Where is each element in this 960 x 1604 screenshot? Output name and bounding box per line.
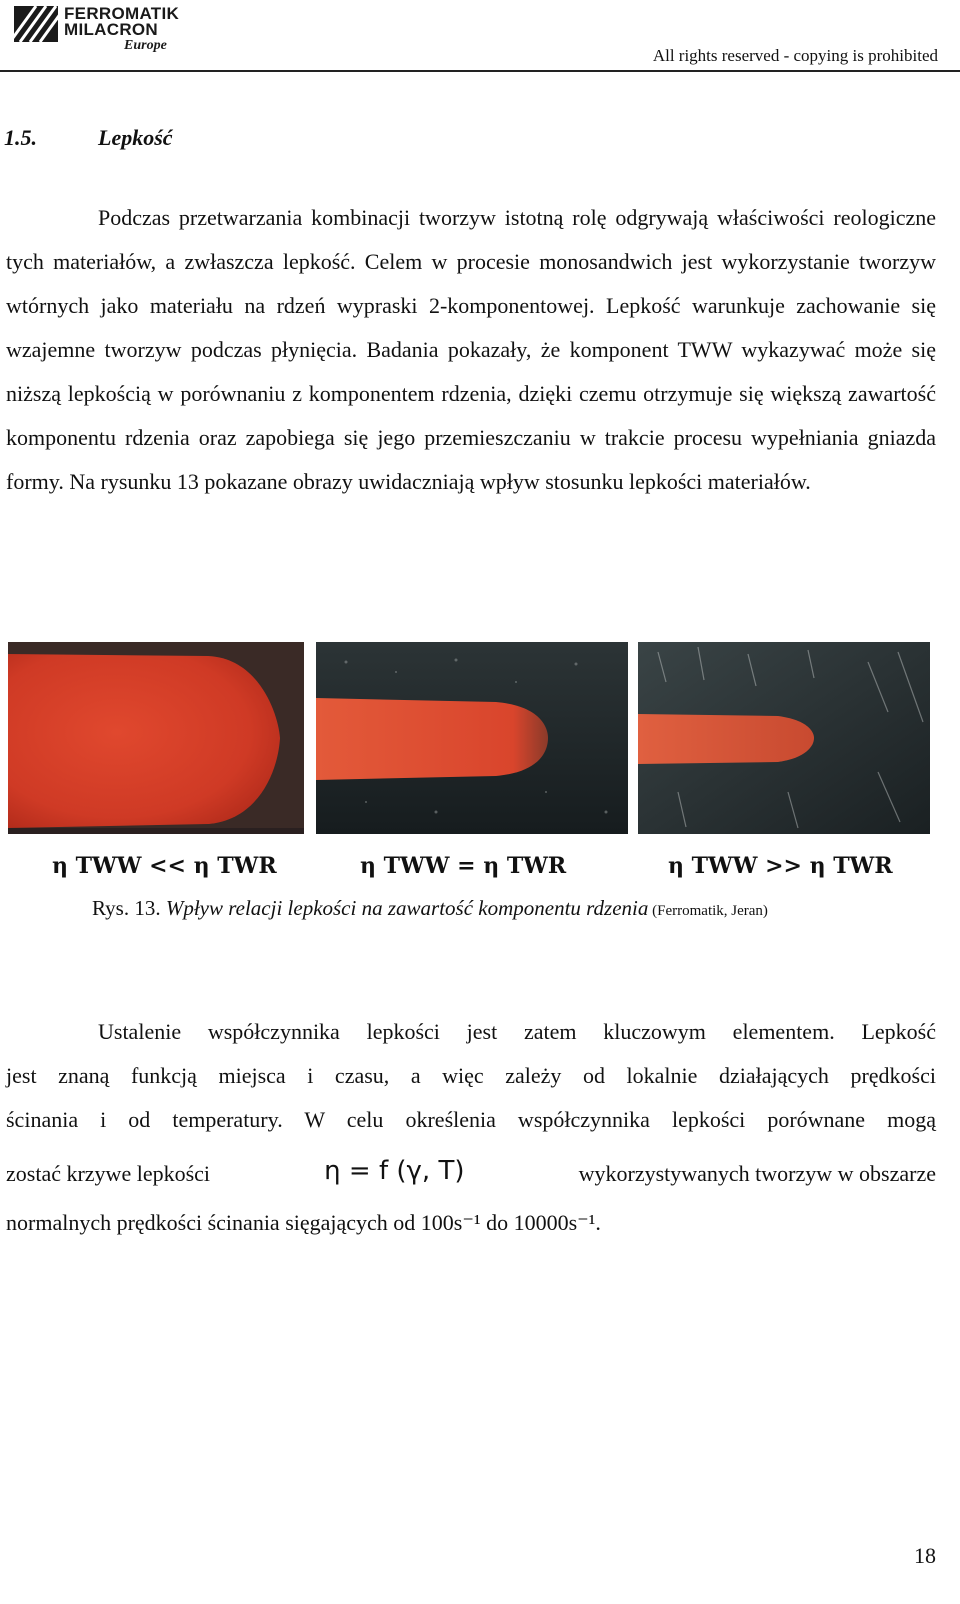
- photo-twW-higher-viscosity: [638, 642, 930, 834]
- photo-equal-viscosity: [316, 642, 628, 834]
- figure-caption: [92, 896, 768, 921]
- logo-text-europe: Europe: [124, 38, 167, 53]
- section-title: Lepkość: [98, 125, 173, 150]
- logo-mark-icon: [14, 6, 58, 42]
- paragraph2-line4-before: zostać krzywe lepkości: [6, 1161, 211, 1186]
- paragraph2-line2: jest znaną funkcją miejsca i czasu, a więc zależy od lokalnie działających prędkości: [6, 1063, 936, 1088]
- figure-label-higher: η TWW >> η TWR: [668, 853, 893, 879]
- logo-text-milacron: MILACRON: [64, 20, 158, 39]
- figure-label-lower: η TWW << η TWR: [52, 853, 277, 879]
- viscosity-formula: η = f (γ, T): [324, 1156, 465, 1186]
- figure-label-equal: η TWW = η TWR: [360, 853, 567, 879]
- caption-prefix: Rys. 13.: [92, 896, 166, 920]
- page-number: 18: [914, 1543, 936, 1568]
- paragraph-viscosity-intro: Podczas przetwarzania kombinacji tworzyw istotną rolę odgrywają właściwości reologiczne tych materiałów, a zwłaszcza lepkość. Celem w procesie monosandwich jest wykorzystanie tworzyw wtórnych jako materiału na rdzeń wypraski 2-komponentowej. Lepkość warunkuje zachowanie się wzajemne tworzyw podczas płynięcia. Badania pokazały, że komponent TWW wykazywać może się niższą lepkością w porównaniu z komponentem rdzenia, dzięki czemu otrzymuje się większą zawartość komponentu rdzenia oraz zapobiega się jego przemieszczaniu w trakcie procesu wypełniania gniazda formy. Na rysunku 13 pokazane obrazy uwidaczniają wpływ stosunku lepkości materiałów.: [6, 205, 936, 494]
- caption-source: (Ferromatik, Jeran): [648, 903, 768, 919]
- caption-text: Wpływ relacji lepkości na zawartość komponentu rdzenia: [165, 896, 649, 920]
- paragraph2-line1: [6, 1019, 936, 1045]
- paragraph2-line1-text: Ustalenie współczynnika lepkości jest zatem kluczowym elementem. Lepkość: [98, 1019, 936, 1044]
- section-number: 1.5.: [4, 125, 37, 150]
- company-logo: [14, 4, 184, 56]
- rights-notice: All rights reserved - copying is prohibited: [652, 46, 938, 65]
- header-divider: [0, 70, 960, 72]
- paragraph2-line5: normalnych prędkości ścinania sięgających od 100s⁻¹ do 10000s⁻¹.: [6, 1210, 601, 1235]
- paragraph2-line3: ścinania i od temperatury. W celu określenia współczynnika lepkości porównane mogą: [6, 1107, 936, 1132]
- photo-twW-lower-viscosity: [8, 642, 304, 834]
- paragraph2-line4: [6, 1158, 936, 1188]
- logo-text-ferromatik: FERROMATIK: [64, 4, 180, 23]
- paragraph2-line4-after: wykorzystywanych tworzyw w obszarze: [578, 1161, 936, 1186]
